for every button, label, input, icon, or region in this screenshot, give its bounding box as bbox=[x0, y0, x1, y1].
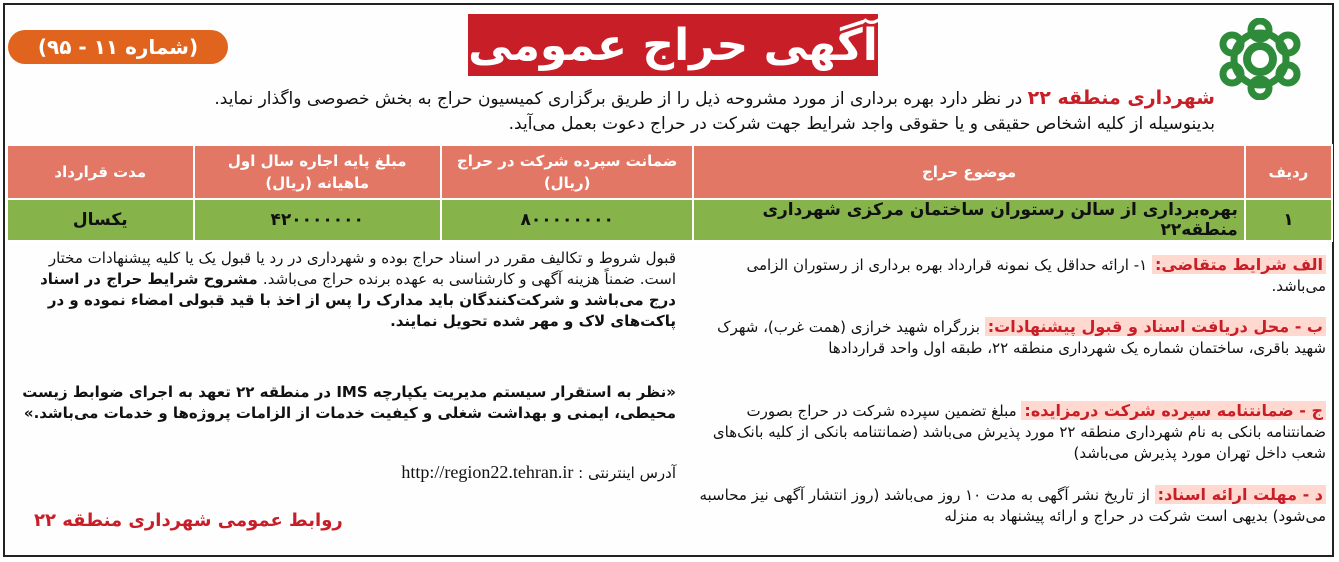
col-header-row: ردیف bbox=[1245, 145, 1332, 199]
intro-line-2: بدینوسیله از کلیه اشخاص حقیقی و یا حقوقی واجد شرایط جهت شرکت در حراج دعوت بعمل می‌آید. bbox=[508, 114, 1215, 134]
conditions-text: قبول شروط و تکالیف مقرر در اسناد حراج بوده و شهرداری در رد یا قبول یک یا کلیه پیشنهادات مختار است. ضمناً هزینه آگهی و کارشناسی به عهده برنده حراج می‌باشد. bbox=[48, 249, 676, 288]
section-a-title: الف شرایط متقاضی: bbox=[1152, 255, 1326, 274]
cell-guarantee: ۸۰۰۰۰۰۰۰۰ bbox=[441, 199, 693, 241]
cell-row: ۱ bbox=[1245, 199, 1332, 241]
table-row bbox=[7, 199, 1332, 241]
ims-paragraph: «نظر به استقرار سیستم مدیریت یکپارچه IMS در منطقه ۲۲ تعهد به اجرای ضوابط زیست محیطی، ایمنی و بهداشت شغلی و کیفیت خدمات از الزامات پروژه‌ها و خدمات می‌باشد.» bbox=[22, 383, 676, 422]
section-a-text: ۱- ارائه حداقل یک نمونه قرارداد بهره برداری از رستوران الزامی می‌باشد. bbox=[746, 256, 1326, 295]
conditions-bold-text: مشروح شرایط حراج در اسناد درج می‌باشد و شرکت‌کنندگان باید مدارک را پس از اخذ با قید قبولی امضاء نموده و در پاکت‌های لاک و مهر شده تحویل نمایند. bbox=[40, 270, 676, 330]
website-link[interactable]: http://region22.tehran.ir bbox=[401, 462, 574, 482]
website-label: آدرس اینترنتی : bbox=[573, 464, 676, 482]
col-header-guarantee: ضمانت سپرده شرکت در حراج (ریال) bbox=[441, 145, 693, 199]
section-c-title: ج - ضمانتنامه سپرده شرکت درمزایده: bbox=[1021, 401, 1326, 420]
section-b-text: بزرگراه شهید خرازی (همت غرب)، شهرک شهید باقری، ساختمان شماره یک شهرداری منطقه ۲۲، طبقه اول واحد قراردادها bbox=[717, 318, 1326, 357]
cell-base-rent: ۴۲۰۰۰۰۰۰۰ bbox=[194, 199, 441, 241]
section-d-title: د - مهلت ارائه اسناد: bbox=[1155, 485, 1326, 504]
auction-table bbox=[6, 144, 1333, 242]
section-d bbox=[690, 484, 1326, 527]
section-b bbox=[690, 316, 1326, 359]
cell-subject: بهره‌برداری از سالن رستوران ساختمان مرکزی شهرداری منطقه۲۲ bbox=[693, 199, 1244, 241]
website-line bbox=[16, 462, 676, 484]
col-header-subject: موضوع حراج bbox=[693, 145, 1244, 199]
footer-signature: روابط عمومی شهرداری منطقه ۲۲ bbox=[34, 510, 343, 531]
organization-name: شهرداری منطقه ۲۲ bbox=[1027, 87, 1215, 109]
intro-text-1: در نظر دارد بهره برداری از مورد مشروحه ذیل را از طریق برگزاری کمیسیون حراج به بخش خصوصی واگذار نماید. bbox=[214, 89, 1028, 109]
intro-line-1 bbox=[24, 86, 1215, 111]
section-a bbox=[690, 254, 1326, 297]
page-title: آگهی حراج عمومی bbox=[468, 14, 878, 76]
municipality-logo-icon bbox=[1210, 18, 1310, 100]
section-b-title: ب - محل دریافت اسناد و قبول پیشنهادات: bbox=[985, 317, 1326, 336]
section-d-text: از تاریخ نشر آگهی به مدت ۱۰ روز می‌باشد (روز انتشار آگهی نیز محاسبه می‌شود) بدیهی است شرکت در حراج و ارائه پیشنهاد به منزله bbox=[699, 486, 1326, 525]
conditions-paragraph bbox=[16, 248, 676, 332]
col-header-duration: مدت قرارداد bbox=[7, 145, 194, 199]
col-header-base-rent: مبلغ پایه اجاره سال اول ماهیانه (ریال) bbox=[194, 145, 441, 199]
section-c-text: مبلغ تضمین سپرده شرکت در حراج بصورت ضمانتنامه بانکی به نام شهرداری منطقه ۲۲ مورد پذیرش می‌باشد (ضمانتنامه بانکی از کلیه بانک‌های شعب داخل تهران مورد پذیرش می‌باشد) bbox=[712, 402, 1326, 462]
cell-duration: یکسال bbox=[7, 199, 194, 241]
table-header-row bbox=[7, 145, 1332, 199]
issue-number-badge: (شماره ۱۱ - ۹۵) bbox=[8, 30, 228, 64]
section-c bbox=[690, 400, 1326, 464]
